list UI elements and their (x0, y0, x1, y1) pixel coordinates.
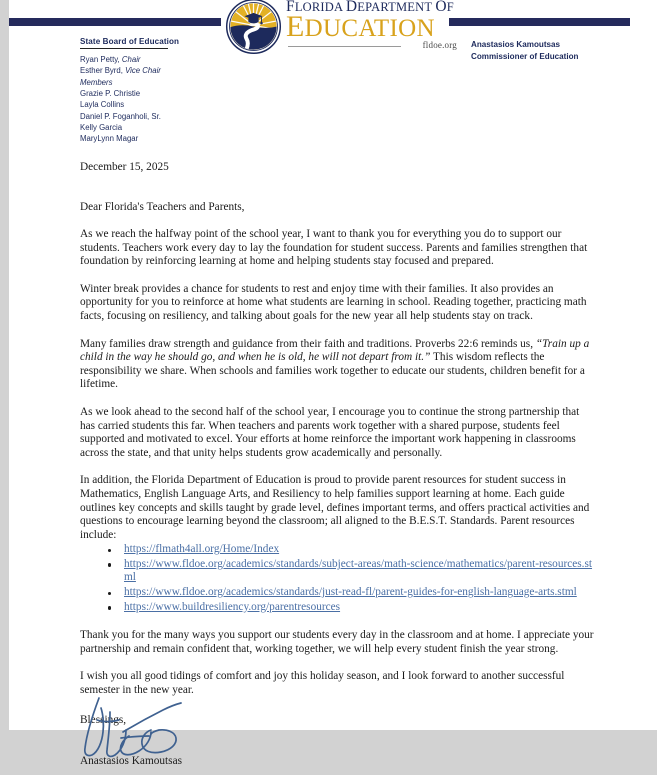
list-item (124, 543, 597, 558)
board-member: Kelly Garcia (80, 122, 123, 132)
letter-paragraph: I wish you all good tidings of comfort and joy this holiday season, and I look forward to another successful semester in the new year. (80, 670, 565, 697)
commissioner-title: Commissioner of Education (471, 51, 579, 61)
letter-salutation: Dear Florida's Teachers and Parents, (80, 201, 245, 213)
florida-doe-seal-icon (225, 0, 282, 55)
letter-paragraph-resources: In addition, the Florida Department of Education is proud to provide parent resources for student success in Mathematics, English Language Arts, and Resiliency to help families support learning at home. Each guide outlines key concepts and skills taught by grade level, defines important terms, and offers practical activities and questions to encourage learning beyond the classroom; all aligned to the B.E.S.T. Standards. Parent resources include: (80, 474, 590, 541)
board-member: Members (80, 77, 113, 87)
board-member: Layla Collins (80, 100, 125, 110)
board-member: Grazie P. Christie (80, 89, 141, 99)
letter-date: December 15, 2025 (80, 161, 169, 173)
list-item (124, 601, 597, 616)
resource-link[interactable]: https://www.fldoe.org/academics/standards/just-read-fl/parent-guides-for-english-language-arts.stml (124, 586, 577, 599)
board-member: Ryan Petty, Chair (80, 55, 141, 65)
letter-paragraph-scripture: Many families draw strength and guidance from their faith and traditions. Proverbs 22:6 reminds us, “Train up a child in the way he should go, and when he is old, he will not depart from it.” This wisdom reflects the responsibility we share. When schools and families work together to educate our students, children benefit for a lifetime. (80, 337, 590, 391)
header-rule-left (9, 18, 221, 26)
resource-link-list (80, 543, 597, 615)
logo-divider (286, 42, 457, 51)
list-item (124, 586, 597, 601)
state-board-member-list (80, 54, 220, 144)
resource-link[interactable]: https://www.fldoe.org/academics/standards/subject-areas/math-science/mathematics/parent-resources.stml (124, 557, 593, 584)
state-board-underline (80, 48, 168, 49)
logo-line1: FLORIDA DEPARTMENT OF (286, 0, 454, 15)
scripture-quote: “Train up a child in the way he should go, and when he is old, he will not depart from it.” (80, 337, 590, 364)
page-right-margin (630, 0, 657, 730)
letter-paragraph: Thank you for the many ways you support our students every day in the classroom and at home. I appreciate your partnership and remain confident that, working together, we will help every student finish the year strong. (80, 629, 594, 655)
letter-page (9, 0, 630, 767)
fldoe-logo (225, 0, 457, 54)
resource-link[interactable]: https://flmath4all.org/Home/Index (124, 543, 280, 556)
state-board-title: State Board of Education (80, 37, 180, 46)
resource-link[interactable]: https://www.buildresiliency.org/parentresources (124, 600, 341, 613)
logo-website: fldoe.org (422, 40, 457, 50)
board-member: Daniel P. Foganholi, Sr. (80, 111, 161, 121)
state-board-block (80, 37, 220, 145)
signer-name: Anastasios Kamoutsas (80, 754, 182, 767)
commissioner-block (471, 39, 636, 62)
letter-paragraph: As we look ahead to the second half of the school year, I encourage you to continue the strong partnership that has carried students this far. When teachers and parents work together with a shared purpose, students feel supported and motivated to excel. Your efforts at home reinforce the important work happening in classrooms across the state, and that unity helps students grow academically and personally. (80, 405, 580, 459)
header-rule-right (449, 18, 639, 26)
logo-line2: EDUCATION (286, 10, 435, 43)
list-item (124, 558, 597, 586)
letter-closing (80, 698, 597, 775)
logo-wordmark (286, 0, 457, 51)
closing-salutation: Blessings, (80, 713, 127, 726)
letter-body (80, 160, 597, 775)
signature-icon (77, 696, 217, 762)
board-member: MaryLynn Magar (80, 134, 139, 144)
commissioner-name: Anastasios Kamoutsas (471, 40, 561, 49)
letter-paragraph: As we reach the halfway point of the school year, I want to thank you for everything you do to support our students. Teachers work every day to lay the foundation for student success. Parents and families strengthen that foundation by reinforcing learning at home and helping students stay focused and prepared. (80, 228, 588, 268)
board-member: Esther Byrd, Vice Chair (80, 66, 161, 76)
letter-paragraph: Winter break provides a chance for students to rest and enjoy time with their families. It also provides an opportunity for you to reinforce at home what students are learning in school. Reading together, practicing math facts, focusing on resiliency, and talking about goals for the new year all help students stay on track. (80, 282, 587, 322)
